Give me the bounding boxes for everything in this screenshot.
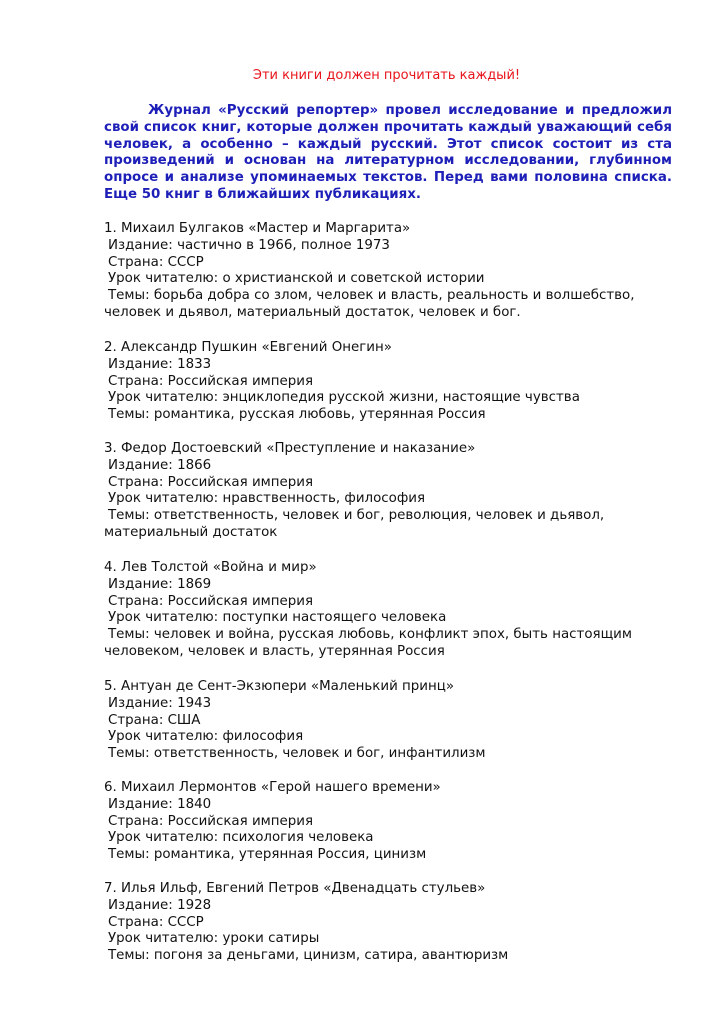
page-title: Эти книги должен прочитать каждый! [252, 68, 521, 83]
book-lesson: Урок читателю: нравственность, философия [108, 491, 426, 507]
book-lesson: Урок читателю: уроки сатиры [108, 931, 320, 947]
book-entry [104, 560, 684, 661]
book-themes: Темы: человек и война, русская любовь, конфликт эпох, быть настоящим [108, 627, 632, 643]
book-lesson: Урок читателю: энциклопедия русской жизни, настоящие чувства [108, 390, 580, 406]
book-themes-continued: человек и дьявол, материальный достаток, человек и бог. [104, 304, 521, 320]
book-heading: 4. Лев Толстой «Война и мир» [104, 560, 317, 575]
book-country: Страна: Российская империя [108, 593, 314, 609]
book-entry [104, 340, 684, 424]
book-themes: Темы: погоня за деньгами, цинизм, сатира, авантюризм [108, 948, 509, 964]
book-heading: 7. Илья Ильф, Евгений Петров «Двенадцать стульев» [104, 881, 486, 896]
book-entry [104, 221, 684, 322]
book-lesson: Урок читателю: философия [108, 729, 304, 745]
book-themes: Темы: ответственность, человек и бог, инфантилизм [108, 746, 486, 762]
book-country: Страна: СССР [108, 914, 204, 930]
book-lesson: Урок читателю: о христианской и советской истории [108, 271, 485, 287]
book-country: Страна: Российская империя [108, 373, 314, 389]
book-heading: 5. Антуан де Сент-Экзюпери «Маленький принц» [104, 679, 455, 694]
book-edition: Издание: 1833 [108, 356, 212, 372]
book-edition: Издание: 1840 [108, 796, 212, 812]
book-country: Страна: СССР [108, 254, 204, 270]
book-themes: Темы: романтика, утерянная Россия, цинизм [108, 847, 427, 863]
intro-paragraph: Журнал «Русский репортер» провел исследование и предложил свой список книг, которые должен прочитать каждый уважающий себя человек, а особенно – каждый русский. Этот список состоит из ста произведений и основан на литературном исследовании, глубинном опросе и анализе упоминаемых текстов. Перед вами половина списка. Еще 50 книг в ближайших публикациях. [104, 103, 672, 202]
book-themes: Темы: ответственность, человек и бог, революция, человек и дьявол, [108, 508, 605, 524]
book-themes-continued: материальный достаток [104, 524, 278, 540]
book-heading: 2. Александр Пушкин «Евгений Онегин» [104, 340, 392, 355]
book-entry [104, 679, 684, 763]
book-lesson: Урок читателю: поступки настоящего человека [108, 610, 447, 626]
book-heading: 1. Михаил Булгаков «Мастер и Маргарита» [104, 221, 411, 236]
book-entry [104, 441, 684, 542]
book-heading: 6. Михаил Лермонтов «Герой нашего времени» [104, 780, 441, 795]
book-edition: Издание: 1866 [108, 457, 212, 473]
book-edition: Издание: 1943 [108, 695, 212, 711]
book-entry [104, 881, 684, 965]
book-country: Страна: США [108, 712, 201, 728]
book-entry [104, 780, 684, 864]
book-edition: Издание: 1928 [108, 897, 212, 913]
book-heading: 3. Федор Достоевский «Преступление и наказание» [104, 441, 476, 456]
book-themes: Темы: борьба добра со злом, человек и власть, реальность и волшебство, [108, 288, 635, 304]
book-country: Страна: Российская империя [108, 474, 314, 490]
book-themes: Темы: романтика, русская любовь, утерянная Россия [108, 407, 486, 423]
book-country: Страна: Российская империя [108, 813, 314, 829]
book-edition: Издание: частично в 1966, полное 1973 [108, 237, 390, 253]
book-themes-continued: человеком, человек и власть, утерянная Россия [104, 643, 445, 659]
book-lesson: Урок читателю: психология человека [108, 830, 374, 846]
book-edition: Издание: 1869 [108, 576, 212, 592]
